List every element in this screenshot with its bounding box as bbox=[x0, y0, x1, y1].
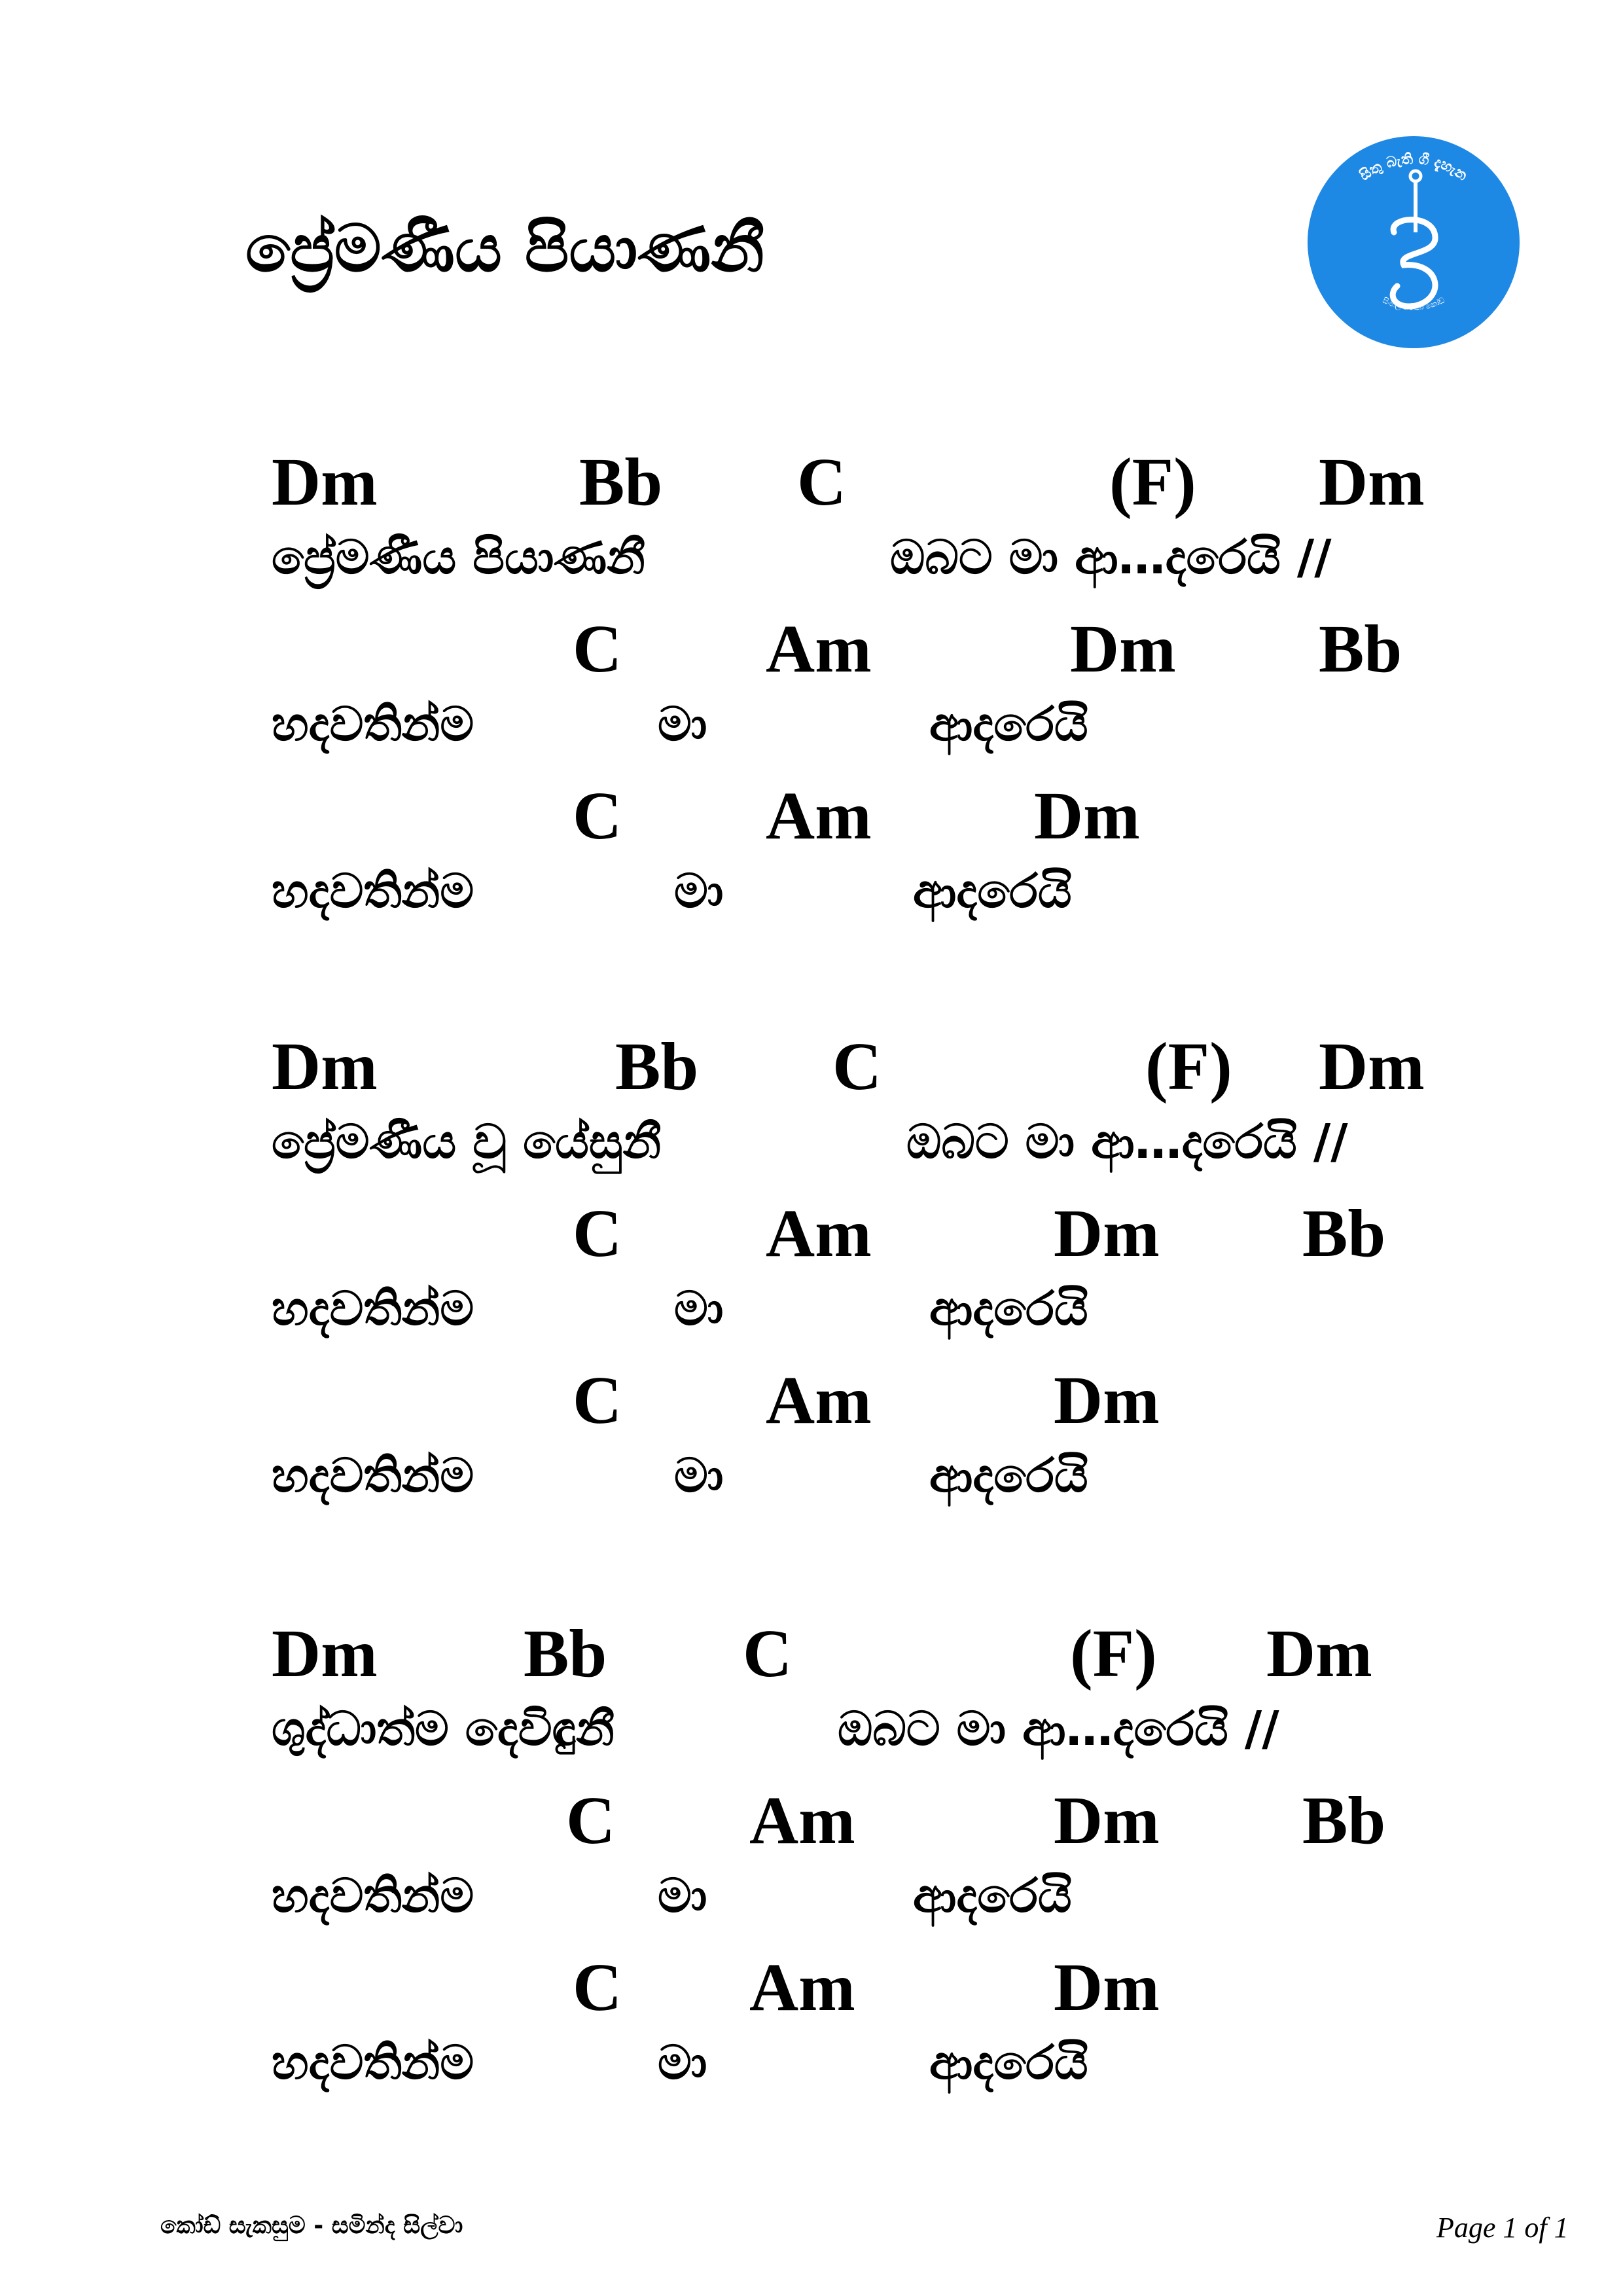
chord: Bb bbox=[1302, 1196, 1386, 1271]
chord: (F) bbox=[1070, 1616, 1157, 1691]
chord: Dm bbox=[1054, 1783, 1160, 1858]
chord: Am bbox=[749, 1950, 855, 2025]
chord: Dm bbox=[1070, 611, 1176, 687]
lyric-line bbox=[0, 529, 1623, 619]
chord-line bbox=[0, 1029, 1623, 1118]
chord-line bbox=[0, 1783, 1623, 1872]
lyric-segment: හදවතින්ම bbox=[272, 1868, 474, 1923]
chord: C bbox=[832, 1029, 882, 1104]
chord: (F) bbox=[1109, 444, 1196, 520]
lyric-line bbox=[0, 696, 1623, 785]
lyric-segment: ආදරෙයි bbox=[913, 1868, 1072, 1923]
chord: Dm bbox=[272, 444, 378, 520]
chord: Bb bbox=[615, 1029, 699, 1104]
lyric-segment: මා bbox=[658, 2035, 707, 2090]
chord-line bbox=[0, 1616, 1623, 1705]
lyric-segment: ඔබට මා ආ…දරෙයි // bbox=[906, 1114, 1348, 1169]
chord: Am bbox=[766, 611, 872, 687]
chord: Dm bbox=[1319, 444, 1425, 520]
chord: Dm bbox=[1054, 1950, 1160, 2025]
page-title: ප්‍රේමණීය පියාණනී bbox=[245, 210, 764, 287]
chord-line bbox=[0, 778, 1623, 867]
chord: Am bbox=[766, 778, 872, 853]
chord-line bbox=[0, 1950, 1623, 2039]
chord: Am bbox=[766, 1363, 872, 1438]
chord: C bbox=[573, 1196, 622, 1271]
lyric-line bbox=[0, 1868, 1623, 1957]
lyric-segment: මා bbox=[658, 696, 707, 751]
lyric-segment: මා bbox=[674, 863, 724, 918]
lyric-segment: ආදරෙයි bbox=[929, 1448, 1088, 1503]
lyric-segment: හදවතින්ම bbox=[272, 863, 474, 918]
lyric-segment: ආදරෙයි bbox=[929, 1281, 1088, 1336]
chord: Dm bbox=[272, 1616, 378, 1691]
chord: Bb bbox=[579, 444, 663, 520]
lyric-segment: ආදරෙයි bbox=[913, 863, 1072, 918]
lyric-line bbox=[0, 863, 1623, 952]
chord: C bbox=[573, 778, 622, 853]
lyric-segment: හදවතින්ම bbox=[272, 1448, 474, 1503]
chord: Dm bbox=[1054, 1363, 1160, 1438]
lyric-line bbox=[0, 2035, 1623, 2124]
lyric-segment: හදවතින්ම bbox=[272, 2035, 474, 2090]
chord: Dm bbox=[1054, 1196, 1160, 1271]
chord: C bbox=[573, 1950, 622, 2025]
chord-line bbox=[0, 611, 1623, 700]
logo bbox=[1306, 134, 1522, 350]
lyric-segment: ප්‍රේමණීය පියාණනී bbox=[272, 529, 645, 584]
lyric-segment: ආදරෙයි bbox=[929, 696, 1088, 751]
lyric-segment: ඔබට මා ආ…දරෙයි // bbox=[890, 529, 1332, 584]
chord-line bbox=[0, 1363, 1623, 1452]
guitar-logo-icon bbox=[1306, 134, 1522, 350]
lyric-segment: මා bbox=[658, 1868, 707, 1923]
logo-circle bbox=[1308, 136, 1520, 348]
chord: (F) bbox=[1145, 1029, 1232, 1104]
lyric-line bbox=[0, 1281, 1623, 1370]
credit-footer: කෝඩ් සැකසුම - සමින්ද සිල්වා bbox=[160, 2212, 463, 2239]
lyric-segment: හදවතින්ම bbox=[272, 1281, 474, 1336]
chord: Bb bbox=[1319, 611, 1402, 687]
logo-bottom-text: සිංහල ගීතිකා කෝඩ් bbox=[1381, 295, 1446, 312]
chord: C bbox=[573, 611, 622, 687]
lyric-segment: මා bbox=[674, 1281, 724, 1336]
lyric-line bbox=[0, 1701, 1623, 1790]
lyric-line bbox=[0, 1114, 1623, 1203]
chord: C bbox=[743, 1616, 793, 1691]
chord: C bbox=[797, 444, 847, 520]
chord: Bb bbox=[1302, 1783, 1386, 1858]
logo-top-text: සිතු බැති ගී දැහැන bbox=[1357, 151, 1471, 185]
chord: C bbox=[566, 1783, 616, 1858]
chord-line bbox=[0, 444, 1623, 533]
chord: C bbox=[573, 1363, 622, 1438]
lyric-segment: හදවතින්ම bbox=[272, 696, 474, 751]
chord: Dm bbox=[1266, 1616, 1372, 1691]
chord: Dm bbox=[1319, 1029, 1425, 1104]
lyric-segment: ශුද්ධාත්ම දෙවිඳුනී bbox=[272, 1701, 615, 1756]
chord: Am bbox=[766, 1196, 872, 1271]
chord: Bb bbox=[524, 1616, 607, 1691]
page-number: Page 1 of 1 bbox=[1436, 2212, 1569, 2244]
lyric-segment: ප්‍රේමණීය වූ යේසුනී bbox=[272, 1114, 662, 1169]
lyric-line bbox=[0, 1448, 1623, 1537]
lyric-segment: ඔබට මා ආ…දරෙයි // bbox=[838, 1701, 1279, 1756]
chord: Dm bbox=[272, 1029, 378, 1104]
chord-line bbox=[0, 1196, 1623, 1285]
chord: Dm bbox=[1034, 778, 1140, 853]
lyric-segment: මා bbox=[674, 1448, 724, 1503]
lyric-segment: ආදරෙයි bbox=[929, 2035, 1088, 2090]
chord: Am bbox=[749, 1783, 855, 1858]
